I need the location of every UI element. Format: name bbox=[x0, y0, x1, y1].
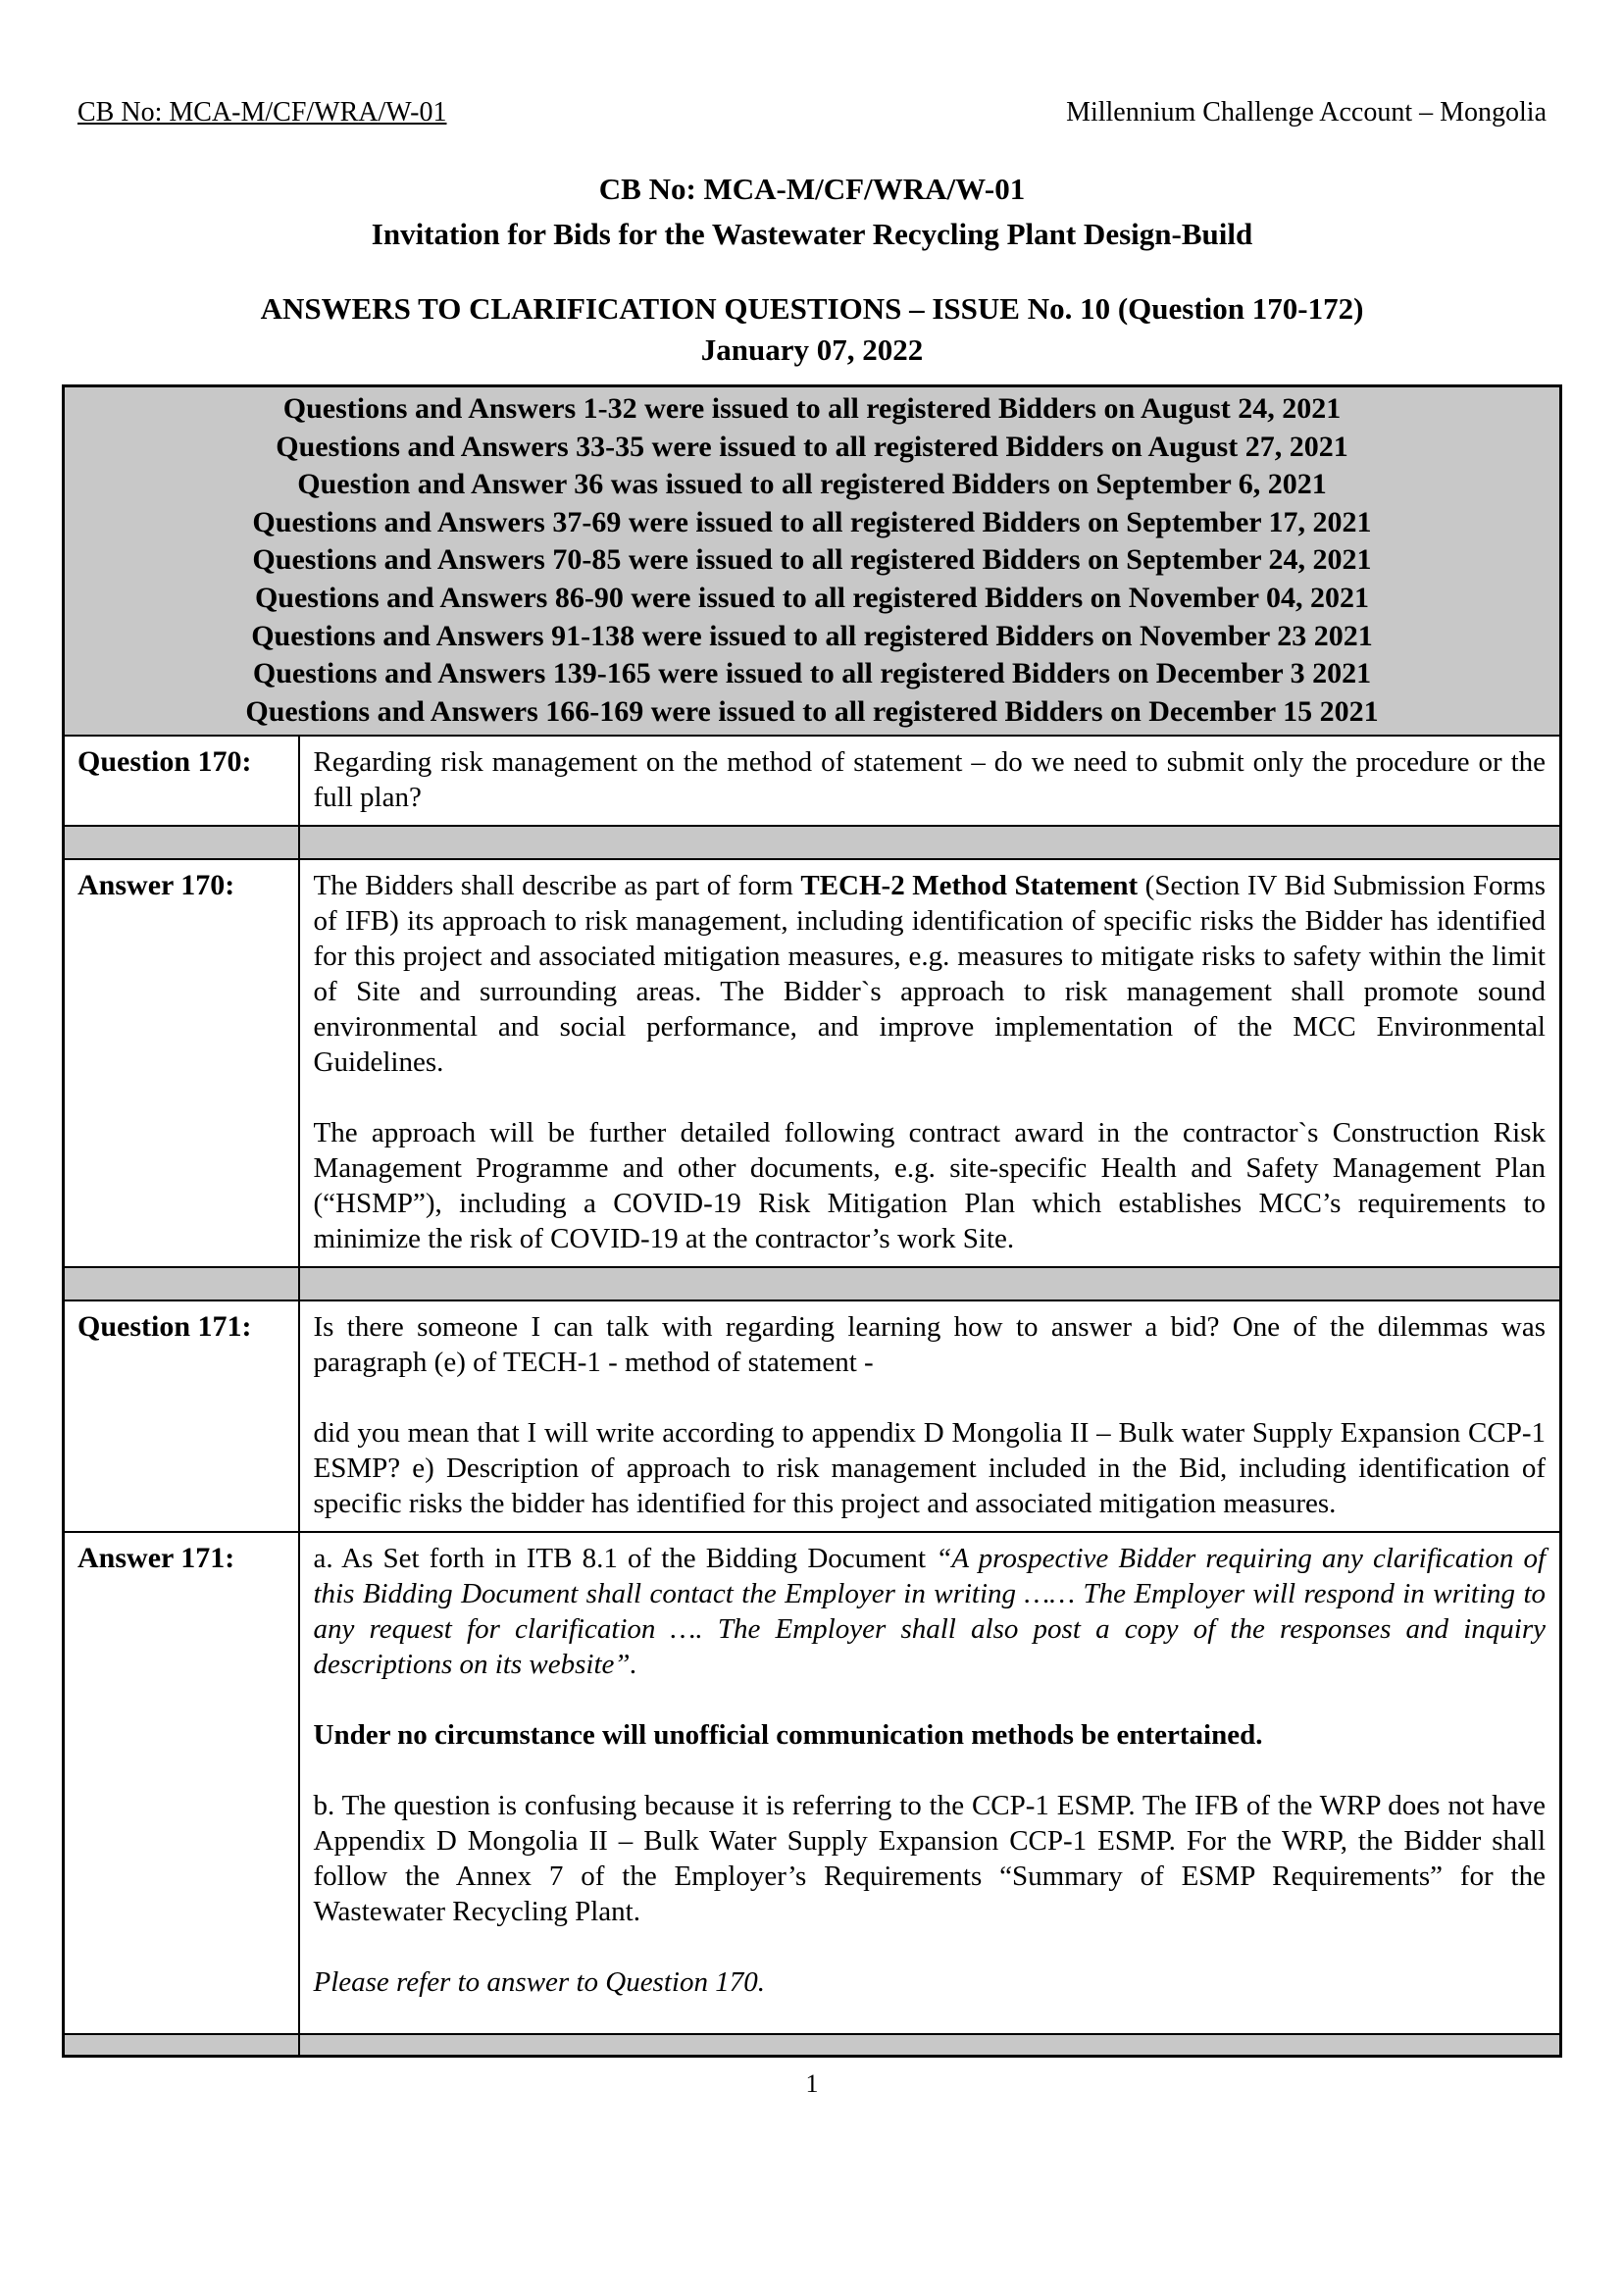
question-170-text bbox=[299, 736, 1561, 826]
blank-line bbox=[314, 1080, 1547, 1115]
header-left-reference: CB No: MCA-M/CF/WRA/W-01 bbox=[77, 97, 447, 127]
question-170-label: Question 170: bbox=[64, 736, 299, 826]
question-171-paragraph-1: Is there someone I can talk with regarding learning how to answer a bid? One of the dilemmas was paragraph (e) of TECH-1 - method of statement - bbox=[313, 1311, 1546, 1379]
answer-171-paragraph-a bbox=[314, 1541, 1547, 1682]
answer-171-bold-statement: Under no circumstance will unofficial communication methods be entertained. bbox=[313, 1719, 1263, 1752]
qa-table bbox=[62, 384, 1562, 2058]
separator-cell bbox=[299, 826, 1561, 859]
history-line: Questions and Answers 91-138 were issued to all registered Bidders on November 23 2021 bbox=[251, 619, 1373, 652]
issue-history-row bbox=[64, 386, 1561, 737]
separator-row-bottom bbox=[64, 2034, 1561, 2056]
question-171-label: Question 171: bbox=[64, 1300, 299, 1532]
issue-history-cell bbox=[64, 386, 1561, 737]
separator-row bbox=[64, 826, 1561, 859]
answer-171-pa-quote: “A prospective Bidder requiring any clarification of this Bidding Document shall contact the Employer in writing …… The Employer will respond in writing to any request for clarification …. The Employer shall also post a copy of the responses and inquiry descriptions on its website”. bbox=[313, 1543, 1547, 1681]
history-line: Questions and Answers 86-90 were issued to all registered Bidders on November 04, 2021 bbox=[254, 581, 1370, 614]
answer-171-reference-note: Please refer to answer to Question 170. bbox=[313, 1966, 765, 1999]
title-invitation: Invitation for Bids for the Wastewater Recycling Plant Design-Build bbox=[371, 217, 1253, 251]
question-170-paragraph: Regarding risk management on the method of statement – do we need to submit only the procedure or the full plan? bbox=[313, 746, 1546, 814]
answer-170-label: Answer 170: bbox=[64, 859, 299, 1267]
separator-cell bbox=[64, 1267, 299, 1300]
answer-170-paragraph-2: The approach will be further detailed following contract award in the contractor`s Construction Risk Management Programme and other documents, e.g. site-specific Health and Safety Management Plan (“HSMP”), including a COVID-19 Risk Mitigation Plan which establishes MCC’s requirements to minimize the risk of COVID-19 at the contractor’s work Site. bbox=[313, 1117, 1546, 1255]
answer-170-p1-bold-term: TECH-2 Method Statement bbox=[800, 870, 1139, 902]
history-line: Questions and Answers 37-69 were issued to all registered Bidders on September 17, 2021 bbox=[252, 505, 1372, 538]
question-171-row bbox=[64, 1300, 1561, 1532]
blank-line bbox=[314, 1929, 1547, 1964]
answer-170-p1-lead: The Bidders shall describe as part of form bbox=[313, 870, 801, 902]
issue-date: January 07, 2022 bbox=[700, 332, 924, 367]
separator-cell bbox=[299, 1267, 1561, 1300]
history-line: Questions and Answers 33-35 were issued to all registered Bidders on August 27, 2021 bbox=[276, 430, 1348, 463]
title-cb-no: CB No: MCA-M/CF/WRA/W-01 bbox=[598, 172, 1026, 206]
blank-line bbox=[314, 1380, 1547, 1415]
answer-170-text bbox=[299, 859, 1561, 1267]
document-title-block bbox=[62, 167, 1562, 371]
header-right-org: Millennium Challenge Account – Mongolia bbox=[1066, 97, 1547, 127]
separator-cell bbox=[64, 826, 299, 859]
question-170-row bbox=[64, 736, 1561, 826]
question-171-text bbox=[299, 1300, 1561, 1532]
separator-row bbox=[64, 1267, 1561, 1300]
page-number: 1 bbox=[805, 2068, 819, 2098]
answer-171-text bbox=[299, 1532, 1561, 2034]
answers-heading: ANSWERS TO CLARIFICATION QUESTIONS – ISSUE No. 10 (Question 170-172) bbox=[260, 291, 1364, 326]
history-line: Questions and Answers 166-169 were issued to all registered Bidders on December 15 2021 bbox=[245, 694, 1379, 728]
running-header bbox=[62, 96, 1562, 129]
answer-170-paragraph-1 bbox=[314, 868, 1547, 1080]
answer-171-row bbox=[64, 1532, 1561, 2034]
separator-cell bbox=[299, 2034, 1561, 2056]
answer-171-paragraph-b: b. The question is confusing because it is referring to the CCP-1 ESMP. The IFB of the WRP does not have Appendix D Mongolia II – Bulk Water Supply Expansion CCP-1 ESMP. For the WRP, the Bidder shall follow the Annex 7 of the Employer’s Requirements “Summary of ESMP Requirements” for the Wastewater Recycling Plant. bbox=[313, 1790, 1546, 1928]
answer-171-pa-lead: a. As Set forth in ITB 8.1 of the Bidding Document bbox=[313, 1543, 937, 1575]
answer-171-label: Answer 171: bbox=[64, 1532, 299, 2034]
history-line: Question and Answer 36 was issued to all registered Bidders on September 6, 2021 bbox=[297, 468, 1327, 501]
separator-cell bbox=[64, 2034, 299, 2056]
question-171-paragraph-2: did you mean that I will write according to appendix D Mongolia II – Bulk water Supply Expansion CCP-1 ESMP? e) Description of approach to risk management included in the Bid, including identification of specific risks the bidder has identified for this project and associated mitigation measures. bbox=[313, 1417, 1546, 1520]
history-line: Questions and Answers 139-165 were issued to all registered Bidders on December 3 2021 bbox=[252, 657, 1372, 690]
blank-line bbox=[314, 1753, 1547, 1788]
blank-line bbox=[314, 1682, 1547, 1717]
answer-170-row bbox=[64, 859, 1561, 1267]
history-line: Questions and Answers 70-85 were issued to all registered Bidders on September 24, 2021 bbox=[252, 543, 1372, 577]
history-line: Questions and Answers 1-32 were issued to all registered Bidders on August 24, 2021 bbox=[282, 392, 1342, 425]
title-spacer bbox=[62, 257, 1562, 288]
answer-170-p1-body: (Section IV Bid Submission Forms of IFB) its approach to risk management, including identification of specific risks the Bidder has identified for this project and associated mitigation measures, e.g. measures to mitigate risks to safety within the limit of Site and surrounding areas. The Bidder`s approach to risk management shall promote sound environmental and social performance, and improve implementation of the MCC Environmental Guidelines. bbox=[313, 870, 1546, 1079]
